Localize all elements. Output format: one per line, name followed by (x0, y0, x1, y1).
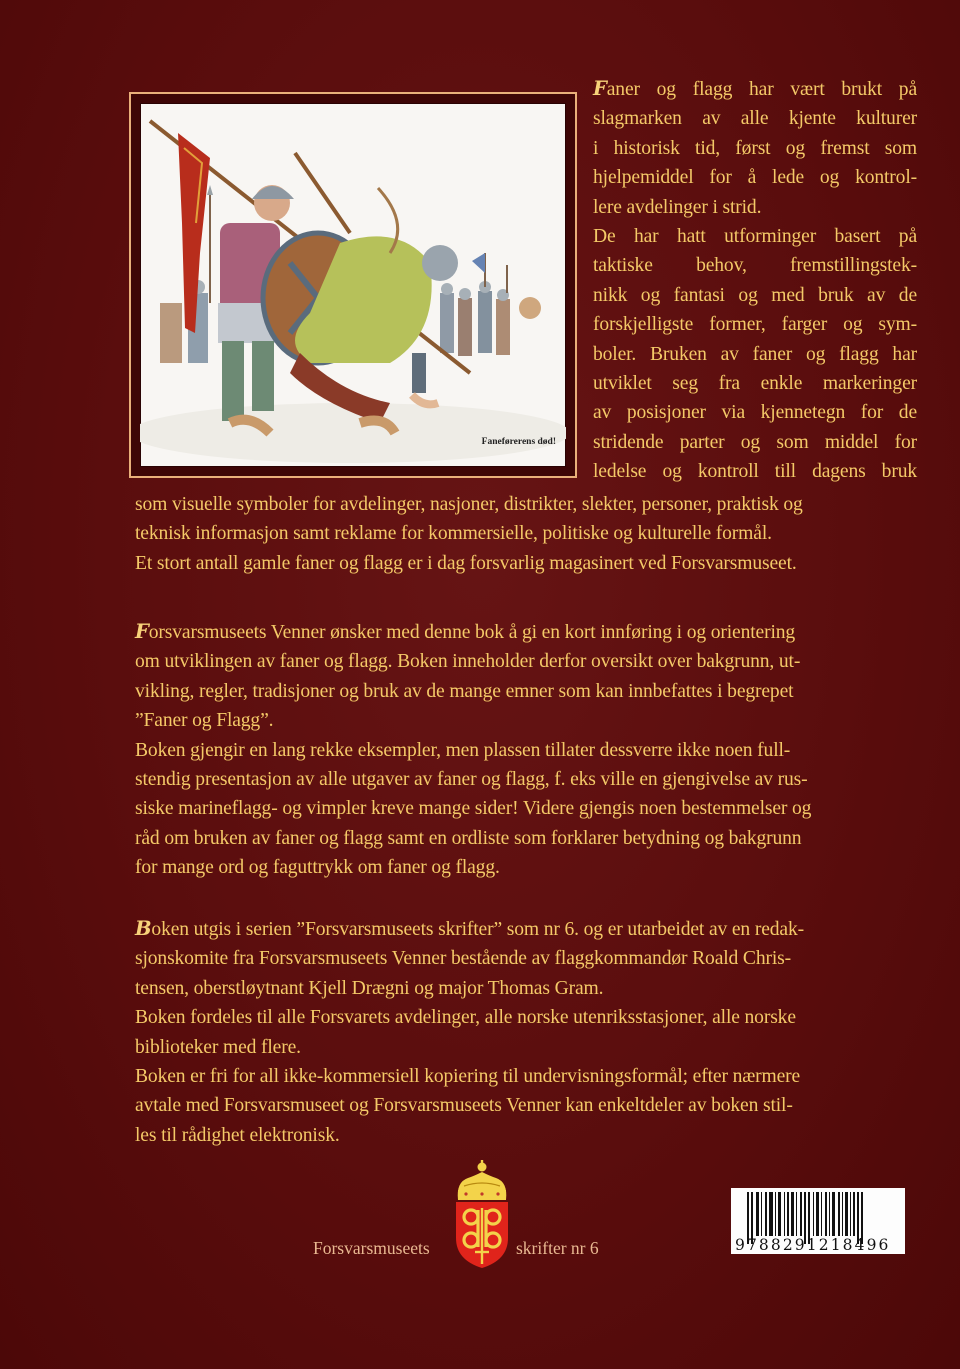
text-line: av posisjoner via kjennetegn for de (593, 402, 917, 424)
text-line: biblioteker med flere. (135, 1036, 301, 1058)
text-line: Et stort antall gamle faner og flagg er i dag forsvarlig magasinert ved Forsvarsmuseet. (135, 552, 797, 574)
text-line: teknisk informasjon samt reklame for kommersielle, politiske og kulturelle formål. (135, 523, 772, 545)
battle-illustration-icon (140, 103, 566, 467)
text-line: Boken gjengir en lang rekke eksempler, men plassen tillater dessverre ikke noen full- (135, 739, 791, 761)
drop-cap: F (135, 620, 149, 643)
text-line: lere avdelinger i strid. (593, 196, 762, 218)
text-line: Boken utgis i serien ”Forsvarsmuseets skrifter” som nr 6. og er utarbeidet av en redak- (135, 917, 804, 940)
text-line: om utviklingen av faner og flagg. Boken inneholder derfor oversikt over bakgrunn, ut- (135, 651, 801, 673)
text-line: siske marineflagg- og vimpler kreve mange sider! Videre gjengis noen bestemmelser og (135, 798, 812, 820)
publication-paragraph (135, 914, 917, 1150)
text-line: som visuelle symboler for avdelinger, nasjoner, distrikter, slekter, personer, praktisk og (135, 494, 803, 515)
text-line: slagmarken av alle kjente kulturer (593, 108, 917, 130)
text-line: De har hatt utforminger basert på (593, 226, 917, 248)
illustration-frame (129, 92, 577, 478)
text-line: ”Faner og Flagg”. (135, 710, 274, 732)
text-line: Boken er fri for all ikke-kommersiell kopiering til undervisningsformål; efter nærmere (135, 1066, 801, 1088)
intro-paragraph-continuation (135, 490, 917, 578)
text-line: vikling, regler, tradisjoner og bruk av de mange emner som kan innbefattes i begrepet (135, 680, 794, 702)
isbn-number: 9788291218496 (735, 1236, 891, 1254)
purpose-paragraph (135, 617, 917, 883)
isbn-barcode (731, 1188, 905, 1254)
illustration-caption: Faneførerens død! (481, 437, 556, 447)
text-line: for mange ord og faguttrykk om faner og flagg. (135, 857, 500, 879)
text-line: sjonskomite fra Forsvarsmuseets Venner bestående av flaggkommandør Roald Chris- (135, 948, 792, 970)
text-line: nikk og fantasi og med bruk av de (593, 284, 917, 306)
illustration-faneforerens-dod (140, 103, 566, 467)
intro-paragraph-column (593, 74, 917, 487)
series-name-right: skrifter nr 6 (516, 1238, 599, 1258)
text-line: tensen, oberstløytnant Kjell Drægni og major Thomas Gram. (135, 977, 604, 999)
text-line: taktiske behov, fremstillingstek- (593, 255, 917, 277)
text-line: stendig presentasjon av alle utgaver av faner og flagg, f. eks ville en gjengivelse av rus- (135, 769, 808, 791)
text-line: Faner og flagg har vært brukt på (593, 77, 917, 100)
series-name-left: Forsvarsmuseets (313, 1238, 430, 1258)
text-line: stridende parter og som middel for (593, 431, 917, 453)
text-line: les til rådighet elektronisk. (135, 1124, 340, 1146)
text-line: avtale med Forsvarsmuseet og Forsvarsmuseets Venner kan enkeltdeler av boken stil- (135, 1095, 793, 1117)
text-line: Boken fordeles til alle Forsvarets avdelinger, alle norske utenriksstasjoner, alle norske (135, 1007, 796, 1029)
barcode-bars (737, 1192, 899, 1236)
drop-cap: B (135, 917, 152, 940)
text-line: hjelpemiddel for å lede og kontrol- (593, 167, 917, 189)
text-line: Forsvarsmuseets Venner ønsker med denne bok å gi en kort innføring i og orientering (135, 620, 796, 643)
text-line: boler. Bruken av faner og flagg har (593, 343, 917, 365)
text-line: utviklet seg fra enkle markeringer (593, 373, 917, 395)
text-line: forskjelligste former, farger og sym- (593, 314, 917, 336)
text-line: ledelse og kontroll till dagens bruk (593, 461, 917, 483)
drop-cap: F (593, 77, 607, 100)
text-line: råd om bruken av faner og flagg samt en ordliste som forklarer betydning og bakgrunn (135, 827, 802, 849)
text-line: i historisk tid, først og fremst som (593, 137, 917, 159)
forsvaret-crest-icon (450, 1160, 514, 1270)
